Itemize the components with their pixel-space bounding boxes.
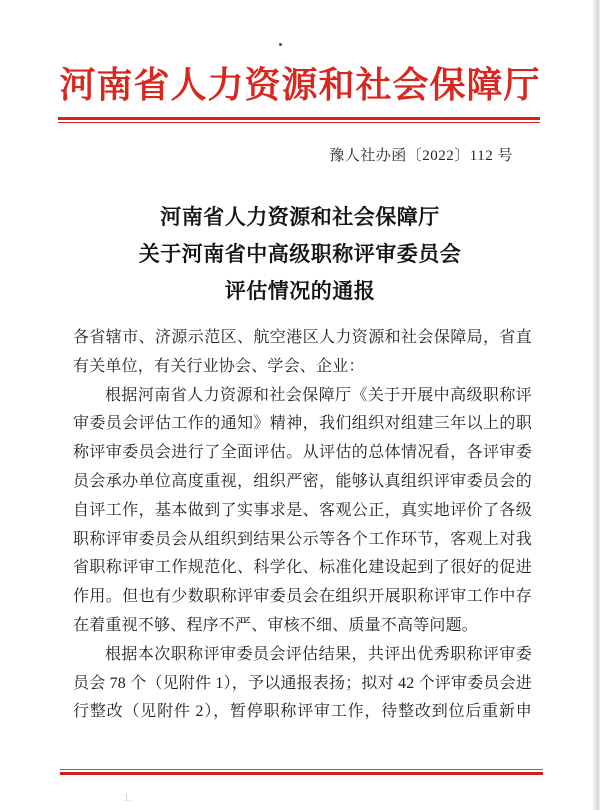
footer-divider-thin [60, 769, 543, 770]
body-line: 有关单位，有关行业协会、学会、企业： [73, 357, 365, 375]
title-line: 评估情况的通报 [224, 279, 376, 303]
body-line: 行整改（见附件 2），暂停职称评审工作，待整改到位后重新申 [73, 703, 532, 721]
letterhead-title: 河南省人力资源和社会保障厅 [59, 65, 541, 105]
document-body [73, 324, 532, 727]
body-line: 审委员会评估工作的通知》精神，我们组织对组建三年以上的职 [73, 415, 532, 433]
body-line: 自评工作，基本做到了实事求是、客观公正，真实地评价了各级 [73, 501, 532, 519]
body-line: 员会 78 个（见附件 1），予以通报表扬；拟对 42 个评审委员会进 [73, 674, 533, 692]
body-line: 省职称评审工作规范化、科学化、标准化建设起到了很好的促进 [73, 559, 532, 577]
title-line: 关于河南省中高级职称评审委员会 [138, 242, 462, 266]
scan-page-mark: 1. [124, 793, 132, 804]
header-divider-thin [58, 122, 540, 123]
page-edge-shadow [592, 0, 600, 810]
body-line: 各省辖市、济源示范区、航空港区人力资源和社会保障局，省直 [73, 329, 532, 346]
doc-number: 豫人社办函〔2022〕112 号 [329, 148, 513, 164]
body-line: 称评审委员会进行了全面评估。从评估的总体情况看，各评审委 [73, 444, 532, 462]
body-line: 作用。但也有少数职称评审委员会在组织开展职称评审工作中存 [73, 588, 532, 606]
header-divider-thick [58, 117, 540, 120]
body-line: 职称评审委员会从组织到结果公示等各个工作环节，客观上对我 [73, 530, 532, 548]
body-line: 根据河南省人力资源和社会保障厅《关于开展中高级职称评 [105, 386, 532, 404]
body-line: 根据本次职称评审委员会评估结果，共评出优秀职称评审委 [105, 645, 532, 663]
footer-divider-thick [60, 772, 543, 775]
body-line: 在着重视不够、程序不严、审核不细、质量不高等问题。 [73, 616, 479, 634]
document-title [0, 199, 600, 310]
title-line: 河南省人力资源和社会保障厅 [160, 205, 440, 229]
body-line: 员会承办单位高度重视，组织严密，能够认真组织评审委员会的 [73, 472, 532, 490]
scan-speck [279, 43, 282, 46]
